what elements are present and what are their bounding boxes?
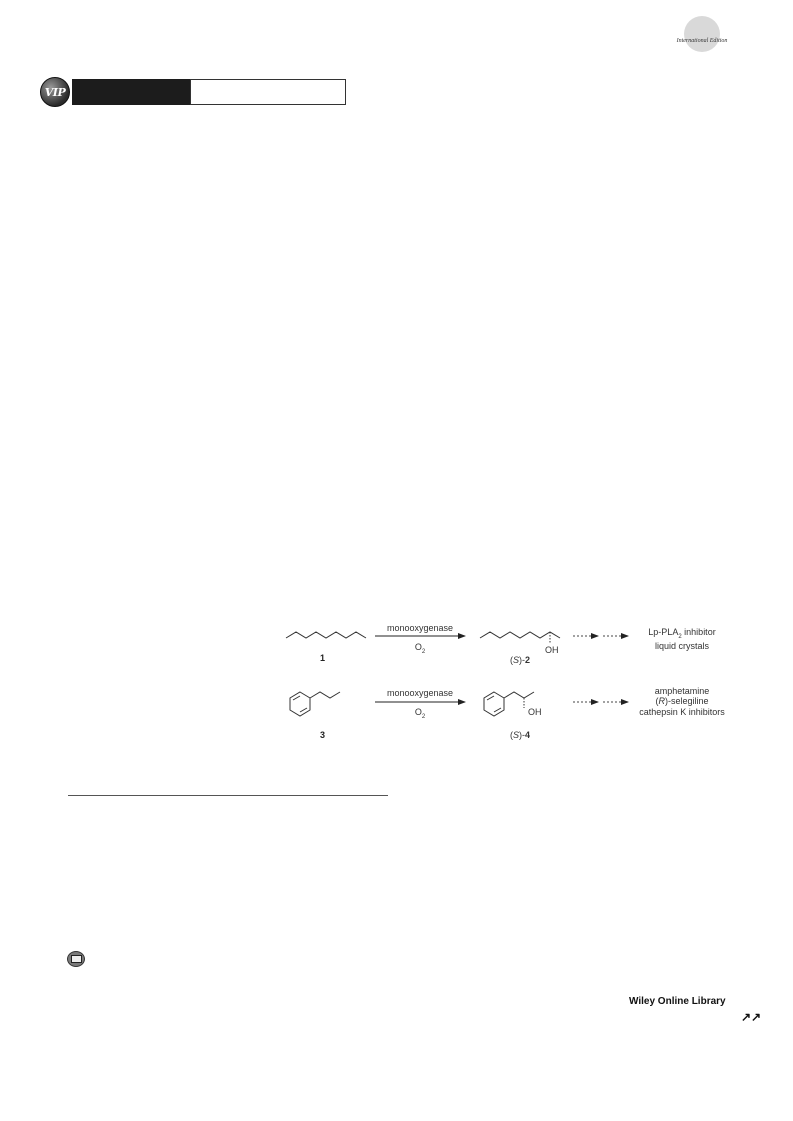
application-selegiline (632, 696, 732, 706)
vip-banner-white-box (190, 79, 346, 105)
wiley-online-library-label[interactable]: Wiley Online Library (629, 996, 726, 1007)
compound-label-1: 1 (320, 653, 326, 663)
supporting-information-icon[interactable] (67, 951, 85, 967)
application-amphetamine: amphetamine (654, 686, 710, 696)
compound-label-s4 (510, 730, 530, 740)
compound-label-s4-prefix: ( (510, 730, 513, 740)
application-selegiline-open: ( (655, 696, 659, 707)
compound-label-s2-prefix: ( (510, 655, 513, 665)
double-arrow-icon: ↗↗ (741, 1010, 762, 1024)
benzene-inner-bond-4b (494, 708, 501, 712)
vip-banner (40, 78, 70, 106)
applications-list-2 (632, 686, 732, 717)
application-lp-pla2 (632, 627, 732, 641)
compound-label-s2-stereo: S (513, 655, 520, 665)
reagent-monooxygenase-2: monooxygenase (386, 688, 454, 698)
application-cathepsin-k: cathepsin K inhibitors (639, 706, 725, 717)
benzene-inner-bonds-3 (293, 696, 300, 700)
vip-badge-icon (40, 77, 70, 107)
compound-label-s4-suffix: )- (519, 730, 526, 740)
applications-list-1 (632, 627, 732, 651)
octane-structure (286, 632, 366, 638)
edition-circle-graphic (684, 16, 720, 52)
reagent-oxygen-2-symbol: O (414, 707, 422, 717)
compound-label-s2-num: 2 (525, 655, 531, 665)
vip-badge-text: VIP (44, 85, 66, 99)
benzene-inner-bond-3b (300, 708, 307, 712)
footnote-divider (68, 795, 388, 796)
reagent-oxygen-1-sub: 2 (421, 648, 426, 655)
reaction-scheme (270, 610, 770, 750)
compound-label-s2 (510, 655, 530, 665)
benzene-inner-bond-4a (487, 696, 494, 700)
reagent-monooxygenase-1: monooxygenase (386, 623, 454, 633)
hydroxyl-label-2: OH (545, 645, 559, 655)
computer-screen-icon (71, 955, 82, 963)
reagent-oxygen-2-sub: 2 (421, 713, 426, 720)
edition-seal (672, 16, 732, 56)
application-lp-pla-sub: 2 (678, 633, 682, 640)
application-inhibitor: inhibitor (681, 627, 716, 637)
hydroxyl-label-4: OH (528, 707, 542, 717)
compound-label-s4-num: 4 (525, 730, 531, 740)
reagent-oxygen-2 (380, 707, 460, 720)
edition-label: International Edition (676, 38, 728, 44)
propanol-chain-4 (504, 692, 534, 698)
reagent-oxygen-1-symbol: O (414, 642, 422, 652)
compound-label-s4-stereo: S (513, 730, 520, 740)
reagent-oxygen-1 (380, 642, 460, 655)
compound-label-3: 3 (320, 730, 326, 740)
octanol-structure (480, 632, 560, 638)
application-lp-pla: Lp-PLA (648, 627, 679, 637)
application-selegiline-stereo: R (658, 696, 665, 707)
benzene-ring-4 (484, 692, 504, 716)
application-liquid-crystals: liquid crystals (654, 640, 710, 651)
application-selegiline-name: )-selegiline (664, 696, 709, 707)
compound-label-s2-suffix: )- (519, 655, 526, 665)
propyl-chain-3 (310, 692, 340, 698)
vip-banner-black-bar (72, 79, 190, 105)
